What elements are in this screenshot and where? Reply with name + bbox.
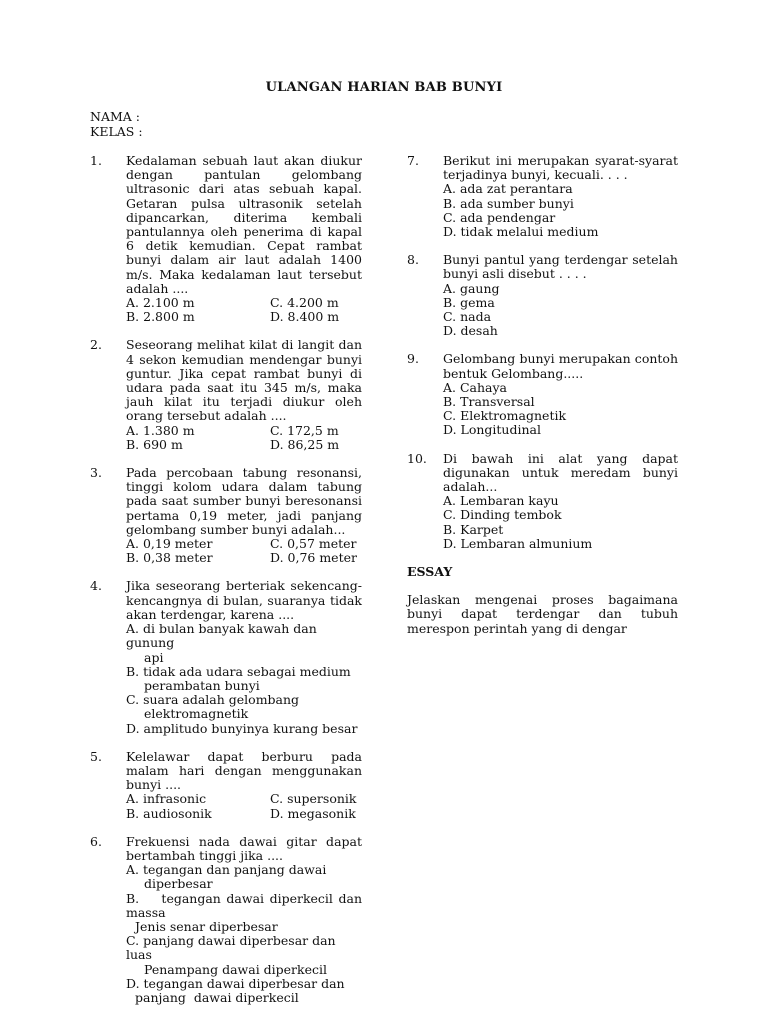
option-a-cont: api	[144, 649, 164, 665]
question-number: 9.	[407, 351, 419, 367]
option-d: D. Longitudinal	[443, 422, 541, 438]
question-number: 8.	[407, 252, 419, 268]
answer-options	[443, 381, 678, 438]
nama-label: NAMA :	[90, 109, 140, 124]
option-b: B. tegangan dawai diperkecil dan massa	[126, 890, 366, 920]
option-c: C. 172,5 m	[270, 422, 339, 438]
option-a: A. tegangan dan panjang dawai	[126, 862, 327, 878]
option-c: C. nada	[443, 309, 492, 325]
option-b: B. 690 m	[126, 436, 183, 452]
option-a-cont: diperbesar	[144, 876, 213, 892]
question-stem: Berikut ini merupakan syarat-syarat terjadinya bunyi, kecuali. . . .	[443, 153, 678, 183]
question-stem: Gelombang bunyi merupakan contoh bentuk Gelombang.....	[443, 351, 678, 381]
answer-options	[126, 792, 362, 820]
option-a: A. ada zat perantara	[443, 181, 573, 197]
option-c: C. suara adalah gelombang	[126, 692, 300, 708]
question-number: 6.	[90, 833, 102, 849]
essay-question: Jelaskan mengenai proses bagaimana bunyi dapat terdengar dan tubuh merespon perintah yang di dengar	[407, 592, 678, 636]
option-c: C. Elektromagnetik	[443, 408, 567, 424]
option-c-cont: Penampang dawai diperkecil	[144, 961, 328, 977]
option-a: A. gaung	[443, 280, 500, 296]
kelas-label: KELAS :	[90, 124, 143, 139]
answer-options	[126, 622, 362, 736]
question-stem: Pada percobaan tabung resonansi, tinggi kolom udara dalam tabung pada saat sumber bunyi beresonansi pertama 0,19 meter, jadi panjang gelombang sumber bunyi adalah...	[126, 465, 362, 537]
option-a: A. infrasonic	[126, 791, 207, 807]
question-stem: Kedalaman sebuah laut akan diukur dengan pantulan gelombang ultrasonic dari atas sebuah kapal. Getaran pulsa ultrasonik setelah dipancarkan, diterima kembali pantulannya oleh penerima di kapal 6 detik kemudian. Cepat rambat bunyi dalam air laut adalah 1400 m/s. Maka kedalaman laut tersebut adalah ....	[126, 153, 362, 296]
question-9	[407, 352, 678, 437]
question-1	[90, 154, 362, 324]
option-d: D. 0,76 meter	[270, 550, 357, 566]
question-number: 4.	[90, 578, 102, 594]
left-column	[90, 153, 366, 1019]
question-6	[90, 833, 366, 1005]
option-b: B. Karpet	[443, 521, 504, 537]
option-d-cont: panjang dawai diperkecil	[135, 989, 299, 1005]
question-number: 5.	[90, 748, 102, 764]
option-c: C. 4.200 m	[270, 295, 339, 311]
option-b: B. gema	[443, 294, 495, 310]
question-stem: Bunyi pantul yang terdengar setelah bunyi asli disebut . . . .	[443, 252, 678, 282]
question-stem: Kelelawar dapat berburu pada malam hari dengan menggunakan bunyi ....	[126, 748, 362, 793]
option-d: D. desah	[443, 323, 498, 339]
option-d: D. 86,25 m	[270, 436, 340, 452]
question-number: 1.	[90, 153, 102, 168]
answer-options	[443, 282, 678, 339]
option-b: B. audiosonik	[126, 805, 212, 821]
option-a: A. 2.100 m	[126, 295, 195, 311]
question-2	[90, 338, 362, 452]
option-c: C. supersonik	[270, 791, 357, 807]
answer-options	[443, 182, 678, 239]
option-b-cont: Jenis senar diperbesar	[135, 918, 278, 934]
option-a: A. 1.380 m	[126, 422, 195, 438]
option-b: B. Transversal	[443, 394, 535, 410]
question-number: 7.	[407, 153, 419, 168]
answer-options	[126, 424, 362, 452]
option-b: B. ada sumber bunyi	[443, 195, 574, 211]
option-c-cont: elektromagnetik	[144, 706, 249, 722]
option-d: D. tegangan dawai diperbesar dan	[126, 975, 345, 991]
option-a: A. Lembaran kayu	[443, 493, 559, 509]
question-number: 2.	[90, 337, 102, 353]
question-number: 10.	[407, 450, 427, 466]
right-column	[407, 154, 678, 636]
option-b: B. 2.800 m	[126, 309, 195, 325]
question-number: 3.	[90, 465, 102, 481]
option-a: A. 0,19 meter	[126, 536, 213, 552]
answer-options	[126, 862, 366, 1005]
option-b: B. 0,38 meter	[126, 550, 213, 566]
question-8	[407, 253, 678, 338]
question-stem: Di bawah ini alat yang dapat digunakan untuk meredam bunyi adalah...	[443, 450, 678, 495]
answer-options	[126, 537, 362, 565]
option-d: D. amplitudo bunyinya kurang besar	[126, 720, 358, 736]
option-a: A. di bulan banyak kawah dan gunung	[126, 621, 317, 651]
question-3	[90, 466, 362, 565]
option-b: B. tidak ada udara sebagai medium	[126, 663, 351, 679]
option-c: C. ada pendengar	[443, 209, 556, 225]
option-d: D. Lembaran almunium	[443, 535, 593, 551]
question-stem: Seseorang melihat kilat di langit dan 4 sekon kemudian mendengar bunyi guntur. Jika cepat rambat bunyi di udara pada saat itu 345 m/s, maka jauh kilat itu terjadi diukur oleh orang tersebut adalah ....	[126, 337, 362, 424]
question-stem: Jika seseorang berteriak sekencang-kencangnya di bulan, suaranya tidak akan terdengar, karena ....	[126, 578, 362, 622]
option-b-cont: perambatan bunyi	[144, 677, 260, 693]
answer-options	[443, 494, 678, 551]
option-c: C. Dinding tembok	[443, 507, 562, 523]
question-stem: Frekuensi nada dawai gitar dapat bertambah tinggi jika ....	[126, 833, 362, 863]
option-c: C. 0,57 meter	[270, 536, 357, 552]
essay-heading: ESSAY	[407, 564, 453, 580]
question-7	[407, 154, 678, 239]
option-c: C. panjang dawai diperbesar dan luas	[126, 933, 336, 963]
option-d: D. megasonik	[270, 805, 356, 821]
option-a: A. Cahaya	[443, 379, 508, 395]
question-4	[90, 579, 362, 735]
option-d: D. 8.400 m	[270, 309, 340, 325]
option-d: D. tidak melalui medium	[443, 224, 599, 240]
question-10	[407, 452, 678, 551]
page-title: ULANGAN HARIAN BAB BUNYI	[265, 80, 503, 95]
question-5	[90, 750, 362, 821]
answer-options	[126, 296, 362, 324]
